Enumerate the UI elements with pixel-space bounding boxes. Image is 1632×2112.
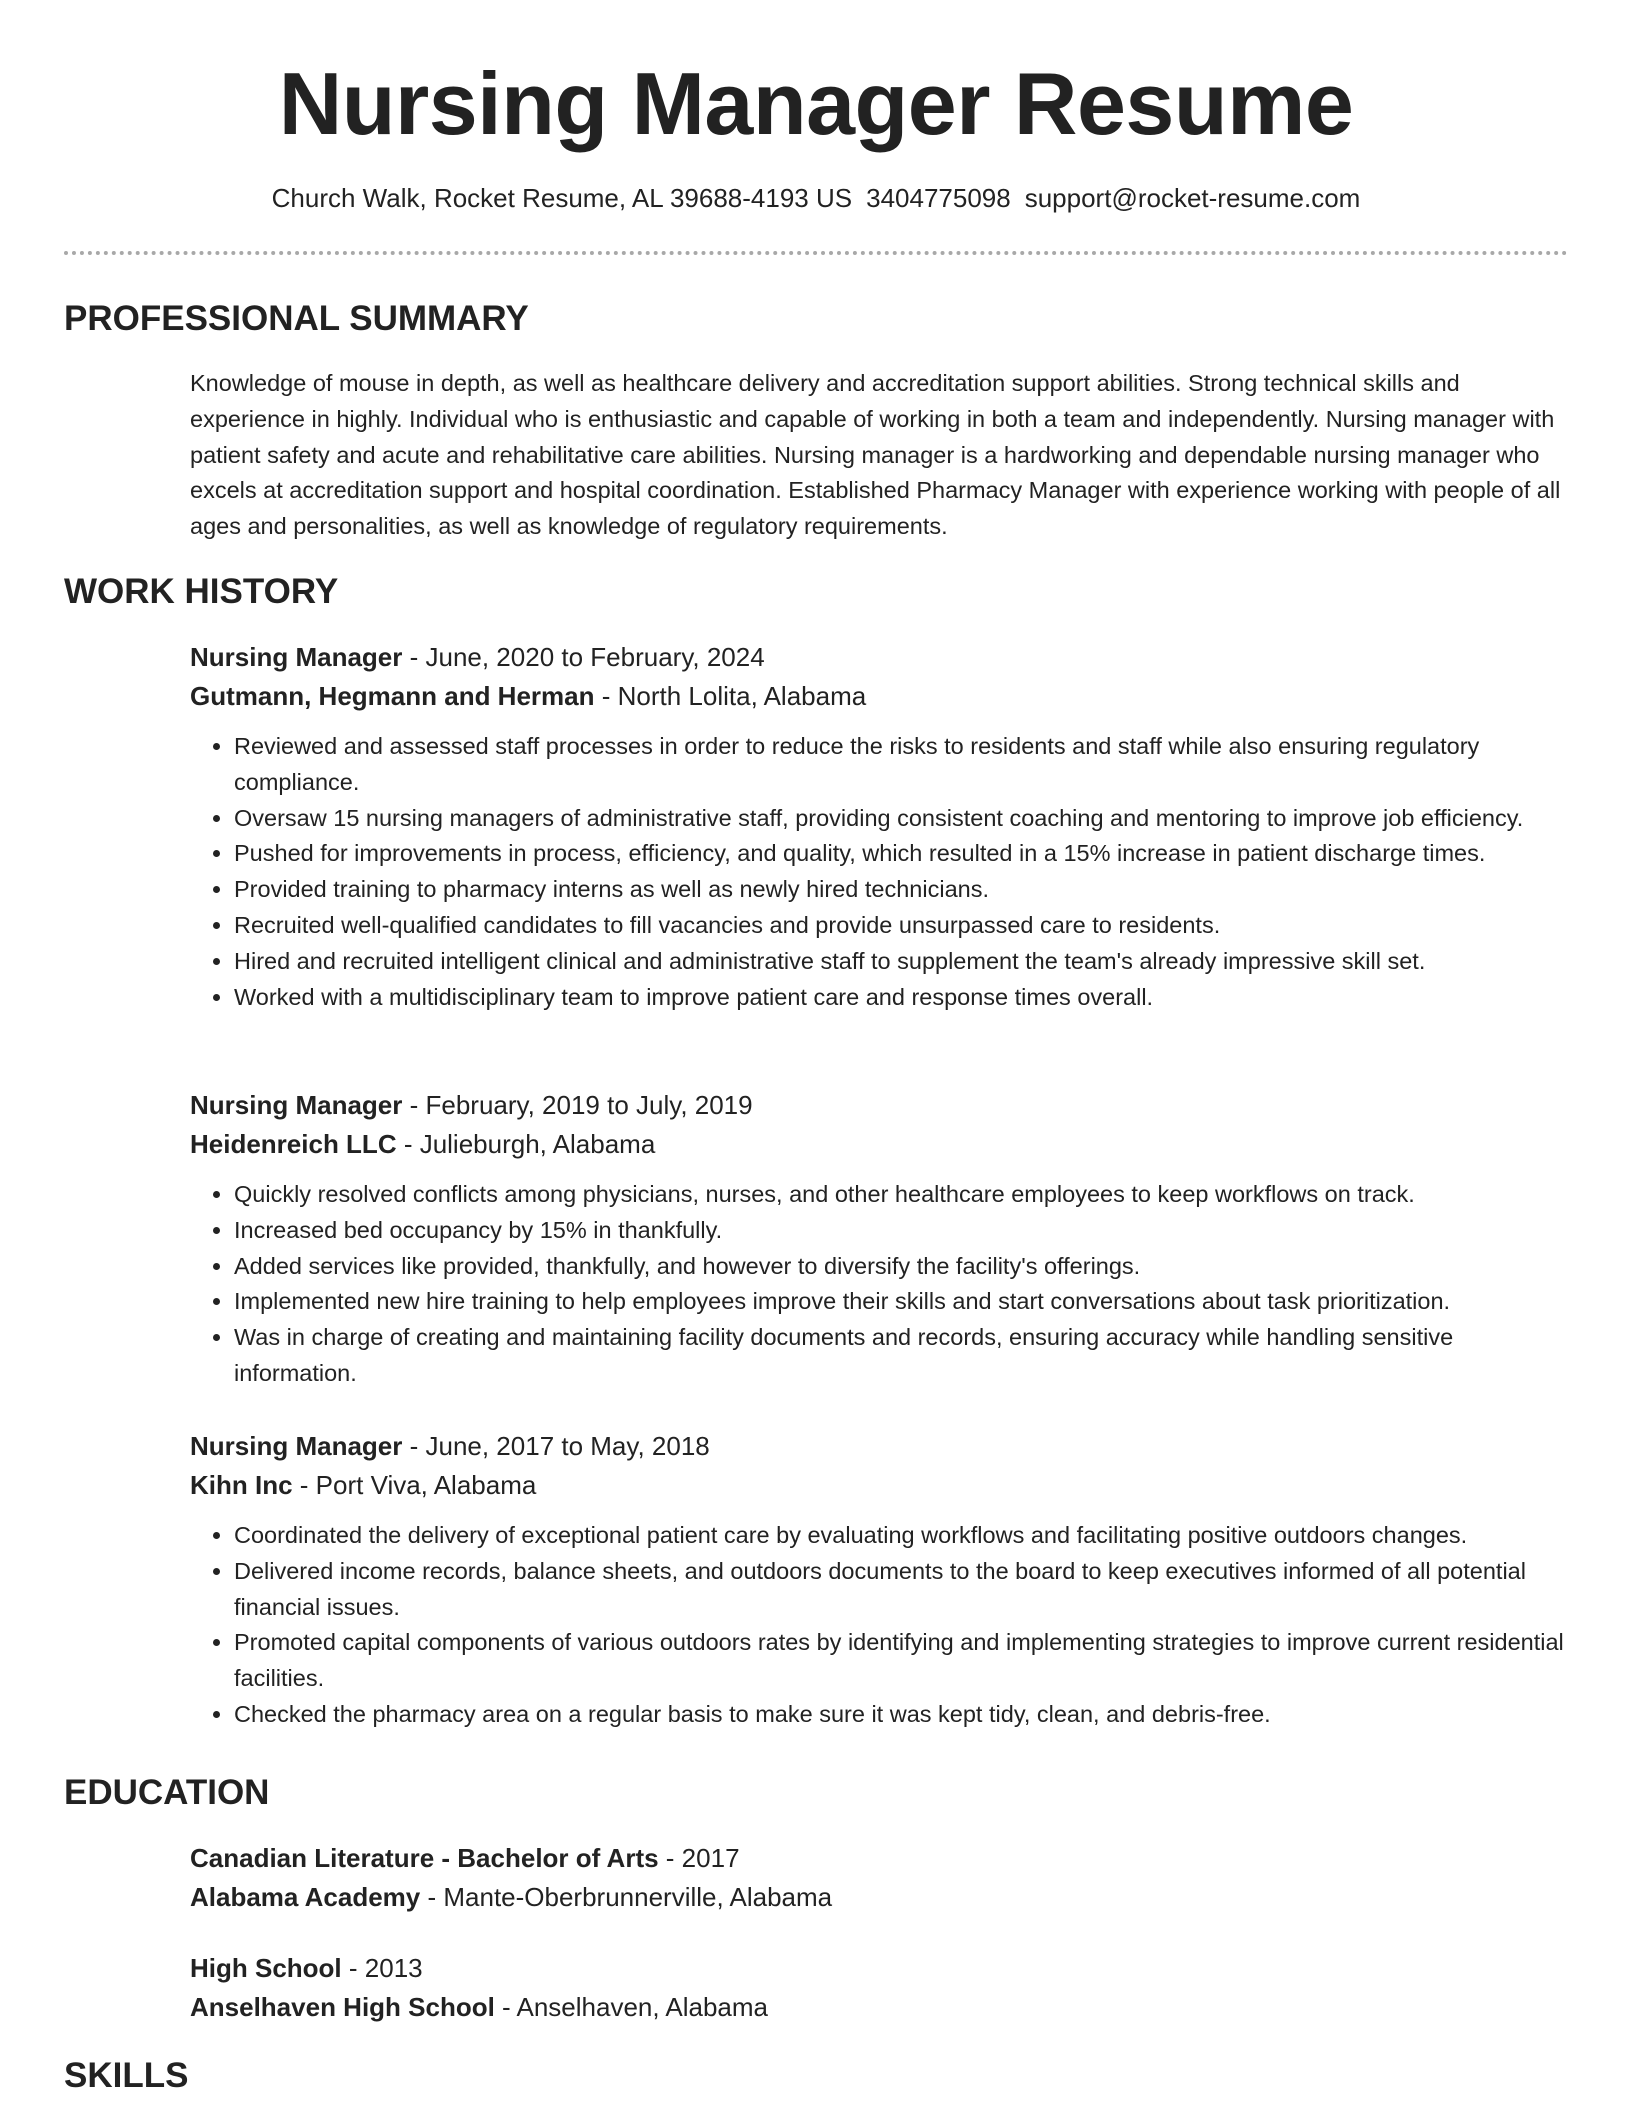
contact-address: Church Walk, Rocket Resume, AL 39688-4193 US [271, 183, 853, 213]
job-location: - Julieburgh, Alabama [396, 1129, 656, 1159]
job-entry [190, 1427, 1568, 1733]
job-title: Nursing Manager [190, 1431, 403, 1461]
job-entry [190, 1086, 1568, 1392]
education-school: Anselhaven High School [190, 1992, 495, 2022]
job-bullet: • Coordinated the delivery of exceptional patient care by evaluating workflows and facilitating positive outdoors changes. [234, 1518, 1568, 1554]
summary-heading: PROFESSIONAL SUMMARY [64, 299, 529, 338]
education-entry [190, 1949, 1568, 2027]
job-bullets [190, 1177, 1568, 1392]
education-location: - Anselhaven, Alabama [494, 1992, 769, 2022]
education-degree-line [190, 1949, 1568, 1988]
contact-phone: 3404775098 [866, 183, 1011, 213]
job-bullet: • Pushed for improvements in process, efficiency, and quality, which resulted in a 15% increase in patient discharge times. [234, 836, 1568, 872]
education-location: - Mante-Oberbrunnerville, Alabama [420, 1882, 833, 1912]
job-entry [190, 638, 1568, 1015]
job-dates: - June, 2020 to February, 2024 [402, 642, 765, 672]
job-company: Gutmann, Hegmann and Herman [190, 681, 595, 711]
job-company-line [190, 1466, 1568, 1505]
job-company: Heidenreich LLC [190, 1129, 397, 1159]
education-degree: High School [190, 1953, 342, 1983]
education-degree: Canadian Literature - Bachelor of Arts [190, 1843, 659, 1873]
job-company-line [190, 1125, 1568, 1164]
job-bullet: • Promoted capital components of various outdoors rates by identifying and implementing strategies to improve current residential facilities. [234, 1625, 1568, 1697]
job-company-line [190, 677, 1568, 716]
job-bullet: • Oversaw 15 nursing managers of administrative staff, providing consistent coaching and mentoring to improve job efficiency. [234, 801, 1568, 837]
skills-heading: SKILLS [64, 2056, 189, 2095]
job-bullet: • Provided training to pharmacy interns as well as newly hired technicians. [234, 872, 1568, 908]
summary-text: Knowledge of mouse in depth, as well as healthcare delivery and accreditation support abilities. Strong technical skills and experience in highly. Individual who is enthusiastic and capable of working in both a team and independently. Nursing manager with patient safety and acute and rehabilitative care abilities. Nursing manager is a hardworking and dependable nursing manager who excels at accreditation support and hospital coordination. Established Pharmacy Manager with experience working with people of all ages and personalities, as well as knowledge of regulatory requirements. [190, 370, 1561, 540]
job-location: - Port Viva, Alabama [292, 1470, 537, 1500]
job-bullet: • Reviewed and assessed staff processes in order to reduce the risks to residents and staff while also ensuring regulatory compliance. [234, 729, 1568, 801]
job-bullet: • Checked the pharmacy area on a regular basis to make sure it was kept tidy, clean, and debris-free. [234, 1697, 1568, 1733]
contact-line [0, 180, 1632, 216]
job-bullet: • Increased bed occupancy by 15% in thankfully. [234, 1213, 1568, 1249]
resume-title: Nursing Manager Resume [278, 54, 1354, 153]
job-dates: - June, 2017 to May, 2018 [402, 1431, 710, 1461]
education-school-line [190, 1878, 1568, 1917]
job-bullet: • Delivered income records, balance sheets, and outdoors documents to the board to keep executives informed of all potential financial issues. [234, 1554, 1568, 1626]
job-bullet: • Implemented new hire training to help employees improve their skills and start conversations about task prioritization. [234, 1284, 1568, 1320]
job-bullet: • Hired and recruited intelligent clinical and administrative staff to supplement the team's already impressive skill set. [234, 944, 1568, 980]
job-title: Nursing Manager [190, 1090, 403, 1120]
job-bullet: • Added services like provided, thankfully, and however to diversify the facility's offerings. [234, 1249, 1568, 1285]
education-entry [190, 1839, 1568, 1917]
job-bullets [190, 1518, 1568, 1733]
job-bullet: • Recruited well-qualified candidates to fill vacancies and provide unsurpassed care to residents. [234, 908, 1568, 944]
work-history-heading: WORK HISTORY [64, 572, 339, 611]
job-bullets [190, 729, 1568, 1015]
job-bullet: • Quickly resolved conflicts among physicians, nurses, and other healthcare employees to keep workflows on track. [234, 1177, 1568, 1213]
job-location: - North Lolita, Alabama [594, 681, 867, 711]
education-degree-line [190, 1839, 1568, 1878]
education-school: Alabama Academy [190, 1882, 421, 1912]
job-dates: - February, 2019 to July, 2019 [402, 1090, 753, 1120]
job-bullet: • Was in charge of creating and maintaining facility documents and records, ensuring accuracy while handling sensitive information. [234, 1320, 1568, 1392]
contact-email: support@rocket-resume.com [1024, 183, 1361, 213]
job-role-line [190, 638, 1568, 677]
education-year: - 2017 [658, 1843, 740, 1873]
education-school-line [190, 1988, 1568, 2027]
job-role-line [190, 1427, 1568, 1466]
header-divider [64, 251, 1568, 255]
education-heading: EDUCATION [64, 1773, 270, 1812]
job-title: Nursing Manager [190, 642, 403, 672]
job-bullet: • Worked with a multidisciplinary team to improve patient care and response times overall. [234, 980, 1568, 1016]
job-role-line [190, 1086, 1568, 1125]
job-company: Kihn Inc [190, 1470, 293, 1500]
education-year: - 2013 [341, 1953, 423, 1983]
